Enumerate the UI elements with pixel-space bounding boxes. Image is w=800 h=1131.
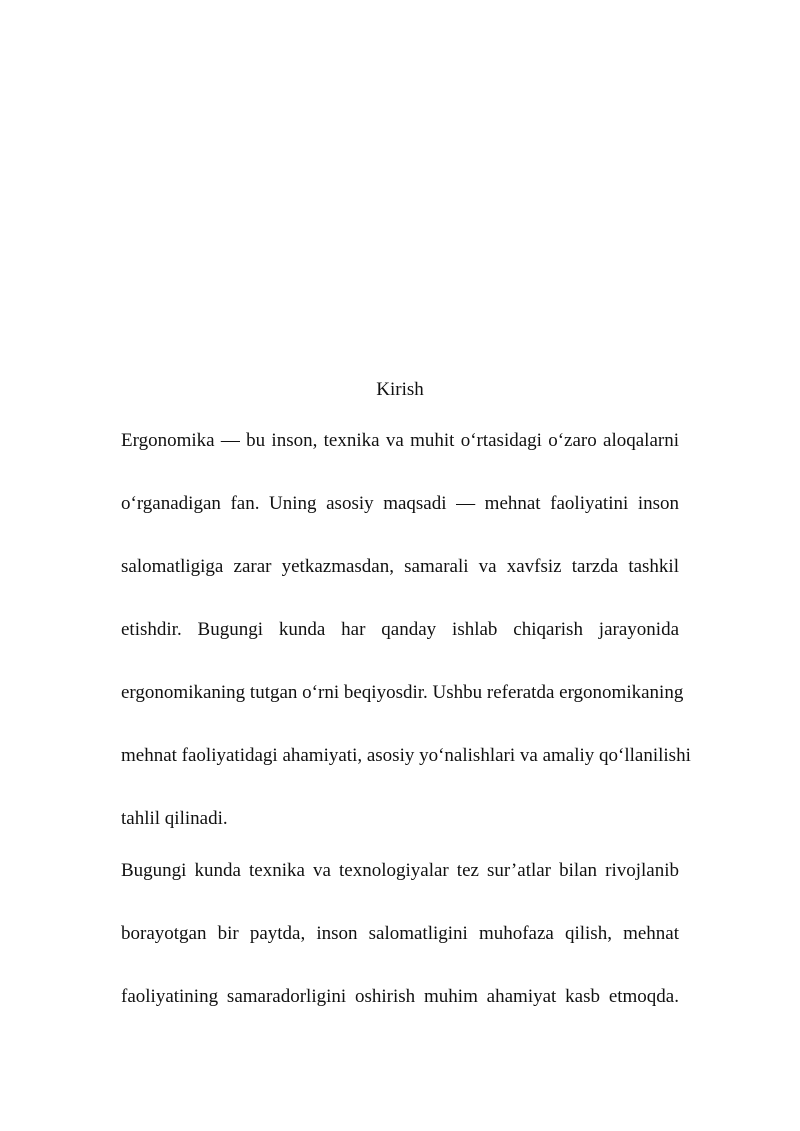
text-line: Ergonomika — bu inson, texnika va muhit o‘rtasidagi o‘zaro aloqalarni: [121, 430, 679, 451]
text-line: etishdir. Bugungi kunda har qanday ishlab chiqarish jarayonida: [121, 619, 679, 640]
text-line: borayotgan bir paytda, inson salomatligini muhofaza qilish, mehnat: [121, 923, 679, 944]
text-line: mehnat faoliyatidagi ahamiyati, asosiy yo‘nalishlari va amaliy qo‘llanilishi: [121, 745, 691, 766]
text-line: o‘rganadigan fan. Uning asosiy maqsadi — mehnat faoliyatini inson: [121, 493, 679, 514]
text-line: Bugungi kunda texnika va texnologiyalar tez sur’atlar bilan rivojlanib: [121, 860, 679, 881]
text-line: ergonomikaning tutgan o‘rni beqiyosdir. Ushbu referatda ergonomikaning: [121, 682, 684, 703]
text-line: tahlil qilinadi.: [121, 808, 228, 829]
text-line: faoliyatining samaradorligini oshirish muhim ahamiyat kasb etmoqda.: [121, 986, 679, 1007]
section-heading: Kirish: [376, 379, 424, 400]
text-line: salomatligiga zarar yetkazmasdan, samarali va xavfsiz tarzda tashkil: [121, 556, 679, 577]
